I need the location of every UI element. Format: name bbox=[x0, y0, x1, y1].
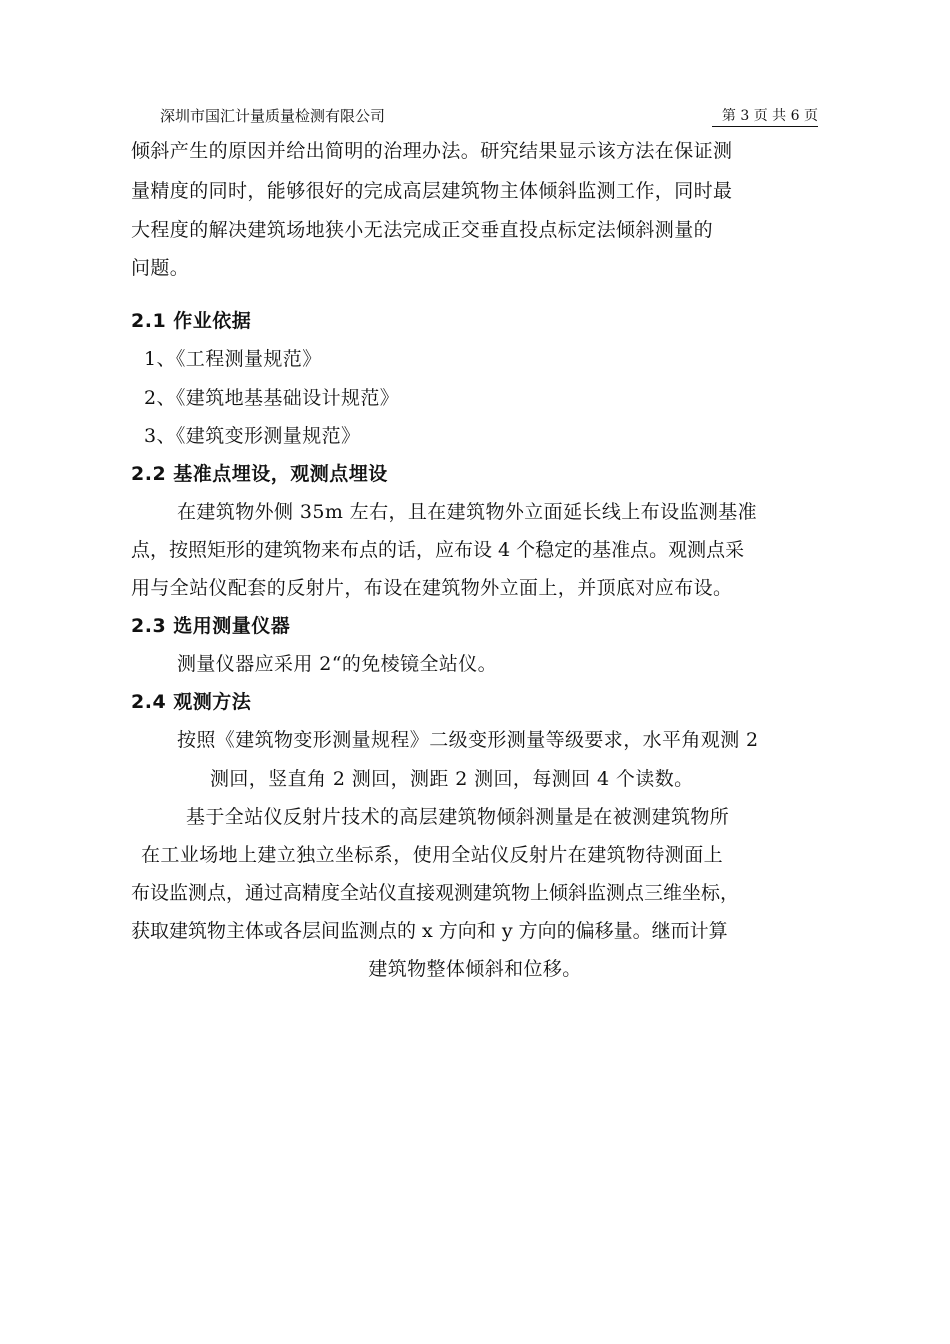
paragraph-line: 在建筑物外侧 35m 左右，且在建筑物外立面延长线上布设监测基准 bbox=[177, 501, 758, 523]
intro-line: 量精度的同时，能够很好的完成高层建筑物主体倾斜监测工作，同时最 bbox=[131, 180, 733, 202]
paragraph-line: 测回，竖直角 2 测回，测距 2 测回，每测回 4 个读数。 bbox=[210, 768, 694, 790]
paragraph-line: 获取建筑物主体或各层间监测点的 x 方向和 y 方向的偏移量。继而计算 bbox=[131, 920, 728, 942]
paragraph-line: 布设监测点，通过高精度全站仪直接观测建筑物上倾斜监测点三维坐标， bbox=[131, 882, 740, 904]
section-heading-2-2: 2.2 基准点埋设，观测点埋设 bbox=[131, 463, 388, 485]
header-company-name: 深圳市国汇计量质量检测有限公司 bbox=[160, 107, 386, 125]
paragraph-line: 用与全站仪配套的反射片，布设在建筑物外立面上，并顶底对应布设。 bbox=[131, 577, 733, 599]
intro-line: 大程度的解决建筑场地狭小无法完成正交垂直投点标定法倾斜测量的 bbox=[131, 219, 714, 241]
header-page-number: 第 3 页 共 6 页 bbox=[712, 105, 818, 127]
list-item: 2、《建筑地基基础设计规范》 bbox=[144, 387, 400, 409]
intro-line: 问题。 bbox=[131, 257, 190, 279]
paragraph-line: 在工业场地上建立独立坐标系，使用全站仪反射片在建筑物待测面上 bbox=[141, 844, 724, 866]
section-heading-2-3: 2.3 选用测量仪器 bbox=[131, 615, 291, 637]
list-item: 3、《建筑变形测量规范》 bbox=[144, 425, 361, 447]
paragraph-line: 测量仪器应采用 2“的免棱镜全站仪。 bbox=[177, 653, 498, 675]
section-heading-2-4: 2.4 观测方法 bbox=[131, 691, 252, 713]
section-heading-2-1: 2.1 作业依据 bbox=[131, 310, 252, 332]
paragraph-line: 基于全站仪反射片技术的高层建筑物倾斜测量是在被测建筑物所 bbox=[186, 806, 730, 828]
paragraph-line: 建筑物整体倾斜和位移。 bbox=[368, 958, 582, 980]
paragraph-line: 点，按照矩形的建筑物来布点的话，应布设 4 个稳定的基准点。观测点采 bbox=[131, 539, 745, 561]
paragraph-line: 按照《建筑物变形测量规程》二级变形测量等级要求，水平角观测 2 bbox=[177, 729, 759, 751]
list-item: 1、《工程测量规范》 bbox=[144, 348, 322, 370]
intro-line: 倾斜产生的原因并给出简明的治理办法。研究结果显示该方法在保证测 bbox=[131, 140, 733, 162]
